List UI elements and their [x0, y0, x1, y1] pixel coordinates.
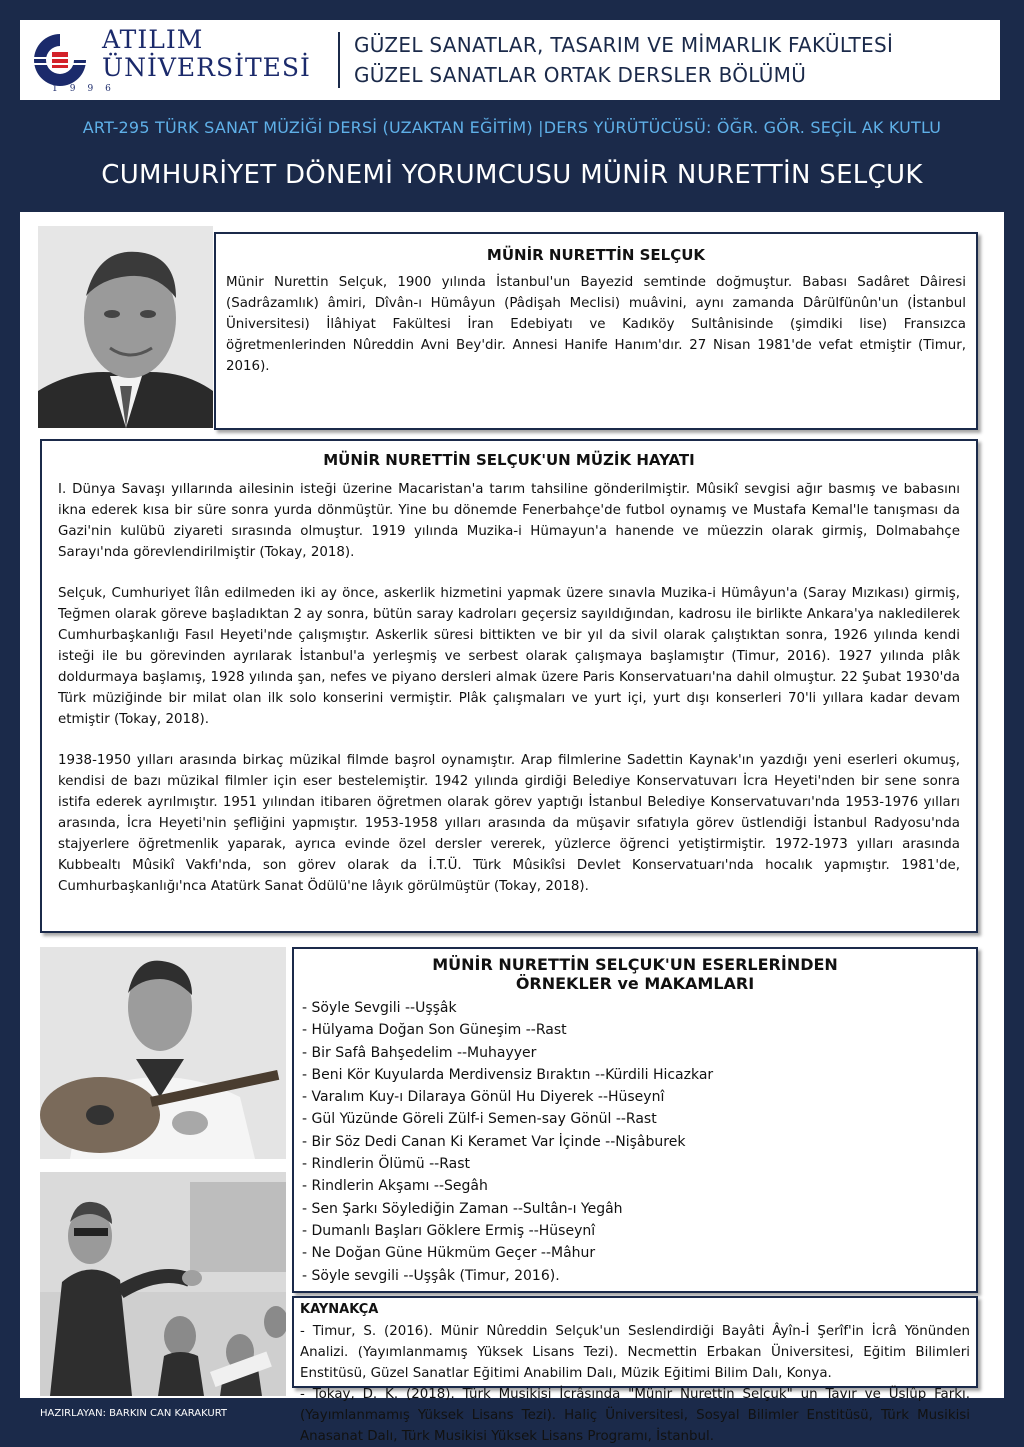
work-item: - Bir Safâ Bahşedelim --Muhayyer: [302, 1044, 537, 1061]
department-name: GÜZEL SANATLAR ORTAK DERSLER BÖLÜMÜ: [354, 63, 807, 87]
faculty-block: [354, 30, 994, 90]
university-name-line1: ATILIM: [102, 25, 204, 54]
biography-text: Münir Nurettin Selçuk, 1900 yılında İstanbul'un Bayezid semtinde doğmuştur. Babası Sadâret Dâiresi (Sadrâzamlık) âmiri, Dîvân-ı Hümâyun (Pâdişah Meclisi) muâvini, aynı zamanda Dârülfünûn'un (İstanbul Üniversitesi) İlâhiyat Fakültesi İran Edebiyatı ve Kadıköy Sultânisinde (şimdiki lise) Fransızca öğretmenlerinden Nûreddin Avni Bey'dir. Annesi Hanife Hanım'dır. 27 Nisan 1981'de vefat etmiştir (Timur, 2016).: [226, 275, 966, 374]
university-name-line2: ÜNİVERSİTESİ: [102, 53, 311, 82]
header-banner: [20, 20, 1000, 100]
work-item: - Ne Doğan Güne Hükmüm Geçer --Mâhur: [302, 1245, 596, 1262]
works-list: [302, 997, 976, 1287]
prepared-by: HAZIRLAYAN: BARKIN CAN KARAKURT: [40, 1408, 228, 1419]
music-life-title: MÜNİR NURETTİN SELÇUK'UN MÜZİK HAYATI: [323, 451, 695, 469]
biography-box: [214, 232, 978, 430]
biography-title: MÜNİR NURETTİN SELÇUK: [486, 246, 706, 264]
work-item: - Söyle sevgili --Uşşâk (Timur, 2016).: [302, 1267, 560, 1284]
music-life-paragraph-1: I. Dünya Savaşı yıllarında ailesinin isteği üzerine Macaristan'a tarım tahsiline gönderilmiştir. Mûsikî sevgisi ağır basmış ve babasını ikna ederek kısa bir süre sonra yurda dönmüştür. Yine bu dönemde Fenerbahçe'de futbol oynamış ve Mustafa Kemal'le tanışması da Gazi'nin kulübü ziyareti sırasında olmuştur. 1919 yılında Muzika-i Hümayun'a hanende ve müezzin olarak girmiş, Dolmabahçe Sarayı'nda görevlendirilmiştir (Tokay, 2018).: [58, 482, 960, 560]
work-item: - Dumanlı Başları Göklere Ermiş --Hüseynî: [302, 1222, 596, 1239]
university-logo-icon: [30, 30, 90, 90]
work-item: - Hülyama Doğan Son Güneşim --Rast: [302, 1022, 567, 1039]
work-item: - Varalım Kuy-ı Dilaraya Gönül Hu Diyerek --Hüseynî: [302, 1089, 665, 1106]
university-name: [102, 26, 332, 82]
reference-item: - Tokay, D. K. (2018). Türk Musikisi İcrâsında "Münir Nurettin Selçuk" un Tavır ve Üslûp Farkı. (Yayımlanmamış Yüksek Lisans Tezi). Haliç Üniversitesi, Sosyal Bilimler Enstitüsü, Türk Musikisi Anasanat Dalı, Türk Musikisi Yüksek Lisans Programı, İstanbul.: [300, 1387, 970, 1444]
references-box: [292, 1296, 978, 1444]
works-title-line2: ÖRNEKLER ve MAKAMLARI: [515, 974, 755, 993]
faculty-name: GÜZEL SANATLAR, TASARIM VE MİMARLIK FAKÜLTESİ: [354, 33, 894, 57]
works-title-line1: MÜNİR NURETTİN SELÇUK'UN ESERLERİNDEN: [432, 955, 838, 974]
portrait-photo: [38, 226, 213, 428]
references-title: KAYNAKÇA: [300, 1302, 379, 1317]
work-item: - Rindlerin Ölümü --Rast: [302, 1156, 470, 1173]
references-list: [300, 1321, 970, 1447]
music-life-paragraph-2: Selçuk, Cumhuriyet îlân edilmeden iki ay önce, askerlik hizmetini yapmak üzere sınavla Muzika-i Hümâyun'a (Saray Mızıkası) girmiş, Teğmen olarak göreve başladıktan 2 ay sonra, bütün saray kadroları geçersiz sayıldığından, kadrosu ile birlikte Ankara'ya nakledilerek Cumhurbaşkanlığı Fasıl Heyeti'nde çalışmıştır. Askerlik süresi bittikten ve bir yıl da sivil olarak çalıştıktan sonra, 1926 yılında kendi isteği ile bu görevinden ayrılarak İstanbul'a yerleşmiş ve serbest olarak çalışmaya başlamıştır (Timur, 2016). 1927 yılında plâk doldurmaya başlamış, 1928 yılında şan, nefes ve piyano dersleri almak üzere Paris Konservatuarı'na dahil olmuştur. 22 Şubat 1930'da Türk müziğinde bir milat olan ilk solo konserini vermiştir. Plâk çalışmaları ve yurt içi, yurt dışı konserleri 70'li yıllara kadar devam etmiştir (Tokay, 2018).: [58, 586, 960, 727]
work-item: - Beni Kör Kuyularda Merdivensiz Bıraktın --Kürdili Hicazkar: [302, 1066, 714, 1083]
work-item: - Bir Söz Dedi Canan Ki Keramet Var İçinde --Nişâburek: [302, 1133, 686, 1150]
music-life-paragraph-3: 1938-1950 yılları arasında birkaç müzikal filmde başrol oynamıştır. Arap filmlerine Sadettin Kaynak'ın yazdığı yeni eserleri okumuş, kendisi de bazı müzikal filmler için eser bestelemiştir. 1942 yılında girdiği Belediye Konservatuvarı İcra Heyeti'nden bir sene sonra istifa ederek ayrılmıştır. 1951 yılından itibaren öğretmen olarak görev yaptığı İstanbul Belediye Konservatuvarı'nda 1953-1976 yılları arasında, İcra Heyeti'nin şefliğini yapmıştır. 1953-1958 yılları arasında da müşavir sıfatıyla görev üstlendiği İstanbul Radyosu'nda stajyerlere öğretmenlik yaparak, ayrıca evinde özel dersler vererek, yüzlerce öğrenci yetiştirmiştir. 1972-1973 yılları arasında Kubbealtı Mûsikî Vakfı'nda, son görev olarak da İ.T.Ü. Türk Mûsikîsi Devlet Konservatuarı'nda hocalık yapmıştır. 1981'de, Cumhurbaşkanlığı'nca Atatürk Sanat Ödülü'ne lâyık görülmüştür (Tokay, 2018).: [58, 753, 960, 894]
work-item: - Söyle Sevgili --Uşşâk: [302, 1000, 457, 1016]
header-divider: [338, 32, 340, 88]
work-item: - Gül Yüzünde Göreli Zülf-i Semen-say Gönül --Rast: [302, 1111, 657, 1128]
work-item: - Sen Şarkı Söylediğin Zaman --Sultân-ı Yegâh: [302, 1200, 623, 1217]
work-item: - Rindlerin Akşamı --Segâh: [302, 1178, 488, 1195]
logo-year: 1996: [52, 84, 123, 94]
poster-title: CUMHURİYET DÖNEMİ YORUMCUSU MÜNİR NURETTİN SELÇUK: [101, 160, 923, 190]
course-info: ART-295 TÜRK SANAT MÜZİĞİ DERSİ (UZAKTAN EĞİTİM) |DERS YÜRÜTÜCÜSÜ: ÖĞR. GÖR. SEÇİL AK KUTLU: [82, 118, 942, 137]
photo-with-oud: [40, 947, 286, 1159]
works-box: [292, 947, 978, 1293]
reference-item: - Timur, S. (2016). Münir Nûreddin Selçuk'un Seslendirdiği Bayâti Âyîn-İ Şerîf'in İcrâ Yönünden Analizi. (Yayımlanmamış Yüksek Lisans Tezi). Necmettin Erbakan Üniversitesi, Eğitim Bilimleri Enstitüsü, Güzel Sanatlar Eğitimi Anabilim Dalı, Müzik Eğitimi Bilim Dalı, Konya.: [300, 1324, 970, 1381]
music-life-box: [40, 439, 978, 933]
photo-conducting: [40, 1172, 286, 1396]
